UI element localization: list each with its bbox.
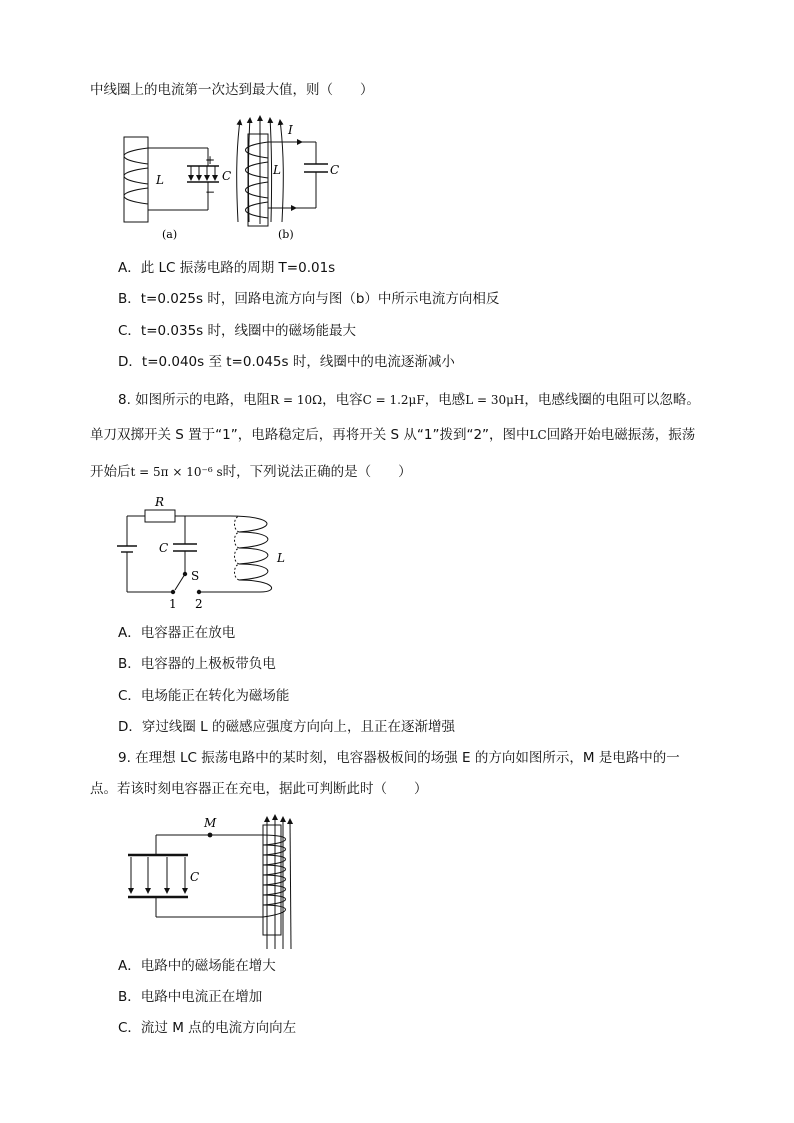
q9-option-c: C．流过 M 点的电流方向向左 (118, 1020, 297, 1036)
q7-a-minus: − (205, 185, 216, 199)
q9-option-a: A．电路中的磁场能在增大 (118, 958, 276, 974)
q7-option-c: C．t=0.035s 时，线圈中的磁场能最大 (118, 323, 357, 339)
q9-line-1: 9. 在理想 LC 振荡电路中的某时刻，电容器极板间的场强 E 的方向如图所示，M 是电路中的一 (118, 750, 680, 766)
q8-text-1d: ，电感线圈的电阻可以忽略。 (524, 392, 700, 408)
q8-text-1b: ，电容 (322, 392, 363, 408)
q8-formula-lc: LC (529, 428, 547, 442)
q8-figure (115, 494, 305, 614)
q7-a-label-C: C (222, 169, 232, 183)
q7-option-a: A．此 LC 振荡电路的周期 T=0.01s (118, 260, 336, 276)
q8-line-1 (118, 390, 700, 410)
q7-a-plus: + (205, 153, 216, 167)
q7-figure-b (237, 116, 328, 226)
q7-b-caption: (b) (278, 228, 294, 241)
q8-label-C: C (159, 541, 169, 555)
q8-text-3b: 时，下列说法正确的是（ ） (222, 464, 412, 480)
q8-text-1c: ，电感 (424, 392, 466, 408)
q8-formula-r: R = 10Ω (270, 393, 323, 407)
q7-a-label-L: L (156, 173, 164, 187)
q8-label-S: S (191, 569, 200, 583)
q8-text-2b: 回路开始电磁振荡，振荡 (546, 427, 696, 443)
q9-line-2: 点。若该时刻电容器正在充电，据此可判断此时（ ） (90, 781, 428, 797)
q9-label-M: M (204, 816, 217, 830)
q7-b-label-L: L (273, 163, 281, 177)
q9-label-C: C (190, 870, 200, 884)
q8-label-L: L (277, 551, 285, 565)
q8-label-R: R (155, 495, 165, 509)
q9-figure (118, 813, 308, 953)
q8-label-2: 2 (195, 597, 203, 611)
q8-text-3a: 开始后 (90, 464, 131, 480)
q7-b-label-I: I (288, 123, 293, 137)
q8-formula-t: t = 5π × 10⁻⁶ s (130, 465, 223, 479)
q8-option-c: C．电场能正在转化为磁场能 (118, 688, 290, 704)
q8-line-3 (90, 462, 412, 482)
q8-line-2 (90, 425, 695, 445)
q7-b-label-C: C (330, 163, 340, 177)
q8-option-a: A．电容器正在放电 (118, 625, 236, 641)
q7-figure (110, 112, 360, 247)
q7-option-b: B．t=0.025s 时，回路电流方向与图（b）中所示电流方向相反 (118, 291, 500, 307)
q8-text-1a: 8. 如图所示的电路，电阻 (118, 392, 271, 408)
q8-label-1: 1 (169, 597, 177, 611)
q8-formula-l: L = 30μH (465, 393, 525, 407)
q8-formula-c: C = 1.2μF (362, 393, 425, 407)
q7-option-d: D．t=0.040s 至 t=0.045s 时，线圈中的电流逐渐减小 (118, 354, 455, 370)
q7-figure-a (124, 137, 219, 222)
q8-option-b: B．电容器的上极板带负电 (118, 656, 276, 672)
q9-option-b: B．电路中电流正在增加 (118, 989, 263, 1005)
q7-stem-tail: 中线圈上的电流第一次达到最大值，则（ ） (90, 82, 374, 98)
q8-option-d: D．穿过线圈 L 的磁感应强度方向向上，且正在逐渐增强 (118, 719, 455, 735)
q8-text-2a: 单刀双掷开关 S 置于“1”，电路稳定后，再将开关 S 从“1”拨到“2”，图中 (90, 427, 530, 443)
q7-a-caption: (a) (162, 228, 178, 241)
q8-resistor (145, 510, 175, 522)
